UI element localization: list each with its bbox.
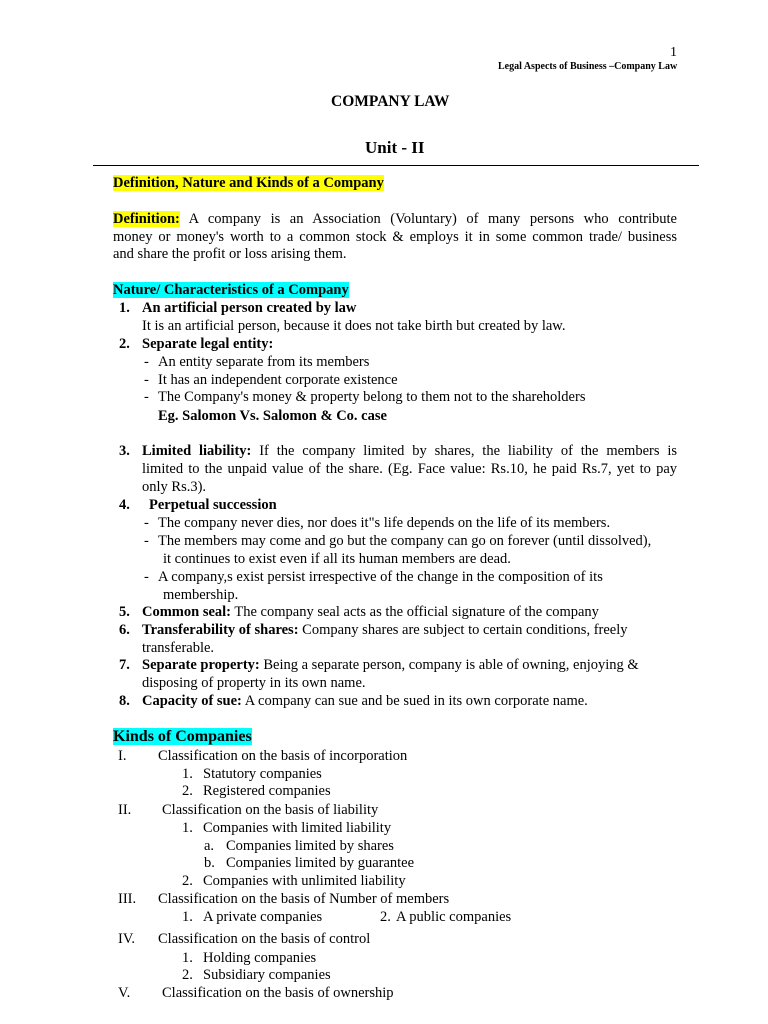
item-3-line-1: [142, 443, 677, 460]
item-7-title: Separate property:: [142, 657, 260, 673]
kind-2-text: Classification on the basis of liability: [162, 802, 379, 818]
kinds-heading: [113, 728, 252, 746]
sub-number: 1.: [182, 766, 193, 782]
item-2-title: Separate legal entity:: [142, 336, 274, 352]
kind-4-sub-2: Subsidiary companies: [203, 967, 331, 983]
item-7-line: [142, 657, 639, 674]
item-3-title: Limited liability:: [142, 443, 252, 459]
definition-line-3: and share the profit or loss arising them.: [113, 246, 347, 262]
bullet-dash: -: [144, 389, 149, 405]
item-4-bullet-3: A company,s exist persist irrespective of the change in the composition of its: [158, 569, 603, 585]
item-1-number: 1.: [119, 300, 130, 316]
kind-5-number: V.: [118, 985, 131, 1001]
horizontal-rule: [93, 165, 699, 166]
kind-1-number: I.: [118, 748, 127, 764]
sub-number: 2.: [182, 783, 193, 799]
item-8-text: A company can sue and be sued in its own corporate name.: [244, 693, 588, 709]
item-4-title: Perpetual succession: [149, 497, 277, 513]
item-3-number: 3.: [119, 443, 130, 459]
item-4-bullet-1: The company never dies, nor does it"s life depends on the life of its members.: [158, 515, 611, 531]
kind-3-sub-1: A private companies: [203, 909, 323, 925]
bullet-dash: -: [144, 569, 149, 585]
kind-2-sub-2: Companies with unlimited liability: [203, 873, 406, 889]
item-5-text: The company seal acts as the official signature of the company: [234, 604, 599, 620]
sub-number: 1.: [182, 950, 193, 966]
page-title: COMPANY LAW: [331, 93, 450, 110]
sub-number: 2.: [182, 873, 193, 889]
item-7-number: 7.: [119, 657, 130, 673]
item-6-number: 6.: [119, 622, 130, 638]
item-6-line: [142, 622, 628, 639]
nature-heading-text: Nature/ Characteristics of a Company: [113, 282, 349, 298]
kind-1-sub-1: Statutory companies: [203, 766, 322, 782]
kind-3-number: III.: [118, 891, 137, 907]
kind-1-text: Classification on the basis of incorporation: [158, 748, 408, 764]
unit-title: Unit - II: [365, 138, 425, 157]
kind-4-number: IV.: [118, 931, 136, 947]
definition-line-2: money or money's worth to a common stock & employs it in some common trade/ business: [113, 229, 677, 245]
item-4-bullet-3-cont: membership.: [163, 587, 239, 603]
kinds-heading-text: Kinds of Companies: [113, 728, 252, 745]
item-2-bullet-1: An entity separate from its members: [158, 354, 370, 370]
item-2-number: 2.: [119, 336, 130, 352]
nature-heading: [113, 282, 349, 299]
bullet-dash: -: [144, 515, 149, 531]
kind-1-sub-2: Registered companies: [203, 783, 331, 799]
page-number: 1: [670, 45, 677, 60]
item-4-bullet-2: The members may come and go but the company can go on forever (until dissolved),: [158, 533, 652, 549]
sub-number: 1.: [182, 909, 193, 925]
kind-2-sub-1b: Companies limited by guarantee: [226, 855, 415, 871]
item-7-line-2: disposing of property in its own name.: [142, 675, 366, 691]
item-2-example: Eg. Salomon Vs. Salomon & Co. case: [158, 408, 387, 424]
item-8-line: [142, 693, 588, 710]
kind-4-text: Classification on the basis of control: [158, 931, 371, 947]
bullet-dash: -: [144, 372, 149, 388]
definition-text-1: A company is an Association (Voluntary) of many persons who contribute: [188, 211, 677, 227]
item-4-number: 4.: [119, 497, 130, 513]
kind-3-sub-2: A public companies: [396, 909, 512, 925]
sub-number: 1.: [182, 820, 193, 836]
item-5-line: [142, 604, 599, 621]
item-1-title: An artificial person created by law: [142, 300, 357, 316]
sub-number: 2.: [380, 909, 391, 925]
sub-letter: a.: [204, 838, 215, 854]
section-heading-text: Definition, Nature and Kinds of a Company: [113, 175, 384, 191]
item-2-bullet-3: The Company's money & property belong to them not to the shareholders: [158, 389, 586, 405]
kind-2-sub-1a: Companies limited by shares: [226, 838, 394, 854]
section-heading: [113, 175, 384, 192]
item-3-line-2: limited to the unpaid value of the share. (Eg. Face value: Rs.10, he paid Rs.7, yet to pay: [142, 461, 677, 477]
sub-letter: b.: [204, 855, 215, 871]
item-6-title: Transferability of shares:: [142, 622, 299, 638]
definition-label: Definition:: [113, 211, 180, 227]
item-5-title: Common seal:: [142, 604, 232, 620]
kind-2-sub-1: Companies with limited liability: [203, 820, 392, 836]
running-header: Legal Aspects of Business –Company Law: [498, 61, 678, 72]
item-8-title: Capacity of sue:: [142, 693, 242, 709]
item-4-bullet-2-cont: it continues to exist even if all its human members are dead.: [163, 551, 511, 567]
definition-line-1: [113, 211, 677, 228]
kind-5-text: Classification on the basis of ownership: [162, 985, 394, 1001]
sub-number: 2.: [182, 967, 193, 983]
item-6-text: Company shares are subject to certain conditions, freely: [302, 622, 628, 638]
item-6-line-2: transferable.: [142, 640, 215, 656]
kind-4-sub-1: Holding companies: [203, 950, 317, 966]
bullet-dash: -: [144, 533, 149, 549]
item-1-text: It is an artificial person, because it does not take birth but created by law.: [142, 318, 566, 334]
kind-2-number: II.: [118, 802, 132, 818]
item-7-text: Being a separate person, company is able of owning, enjoying &: [263, 657, 639, 673]
item-3-line-3: only Rs.3).: [142, 479, 207, 495]
item-5-number: 5.: [119, 604, 130, 620]
item-2-bullet-2: It has an independent corporate existence: [158, 372, 398, 388]
bullet-dash: -: [144, 354, 149, 370]
item-3-text-1: If the company limited by shares, the liability of the members is: [259, 443, 678, 459]
kind-3-text: Classification on the basis of Number of members: [158, 891, 450, 907]
item-8-number: 8.: [119, 693, 130, 709]
